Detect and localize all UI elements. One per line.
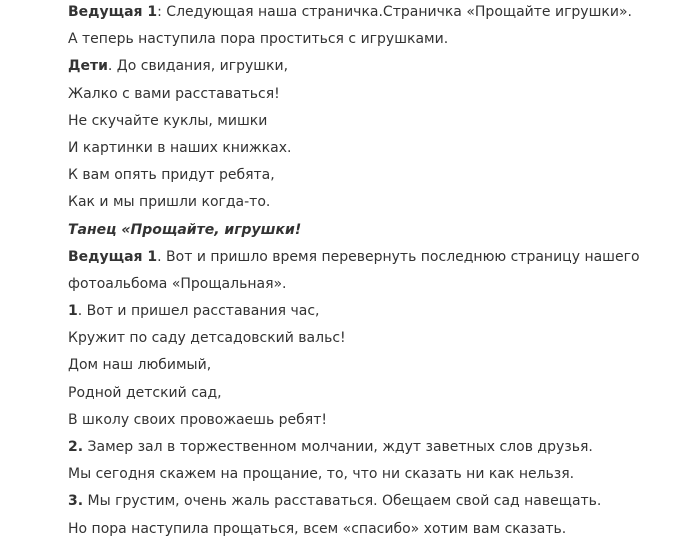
speaker-label: Ведущая 1 — [68, 4, 158, 20]
text-line — [68, 244, 680, 271]
text-line — [68, 271, 680, 298]
line-text: Не скучайте куклы, мишки — [68, 112, 268, 129]
line-text: Родной детский сад, — [68, 384, 222, 401]
text-line — [68, 0, 680, 26]
text-line — [68, 189, 680, 216]
line-text: Но пора наступила прощаться, всем «спасибо» хотим вам сказать. — [68, 520, 567, 537]
text-line — [68, 461, 680, 488]
line-text: Кружит по саду детсадовский вальс! — [68, 330, 346, 347]
text-line — [68, 135, 680, 162]
line-text: Мы грустим, очень жаль расставаться. Обещаем свой сад навещать. — [83, 493, 602, 510]
line-text: Дом наш любимый, — [68, 357, 212, 374]
text-line — [68, 407, 680, 434]
line-text: Жалко с вами расставаться! — [68, 85, 280, 102]
text-line — [68, 26, 680, 53]
speaker-label: Дети — [68, 58, 108, 75]
document-body — [68, 0, 680, 544]
text-line — [68, 81, 680, 108]
speaker-label: Ведущая 1 — [68, 248, 158, 265]
text-line — [68, 516, 680, 543]
line-text: . Вот и пришел расставания час, — [77, 303, 320, 320]
line-text: Замер зал в торжественном молчании, ждут заветных слов друзья. — [83, 439, 593, 455]
text-line — [68, 298, 680, 325]
text-line — [68, 434, 680, 461]
line-text: . Вот и пришло время перевернуть последнюю страницу нашего — [157, 248, 640, 265]
line-text: К вам опять придут ребята, — [68, 167, 275, 184]
text-line — [68, 108, 680, 135]
text-line — [68, 217, 680, 244]
dance-title: Танец «Прощайте, игрушки! — [68, 221, 302, 238]
text-line — [68, 325, 680, 352]
verse-number: 1 — [68, 303, 78, 320]
text-line — [68, 162, 680, 189]
line-text: : Следующая наша страничка.Страничка «Прощайте игрушки». — [157, 4, 632, 20]
line-text: В школу своих провожаешь ребят! — [68, 411, 327, 428]
verse-number: 3. — [68, 493, 84, 510]
verse-number: 2. — [68, 439, 84, 455]
text-line — [68, 53, 680, 80]
line-text: А теперь наступила пора проститься с игрушками. — [68, 31, 449, 48]
text-line — [68, 380, 680, 407]
line-text: Мы сегодня скажем на прощание, то, что ни сказать ни как нельзя. — [68, 466, 575, 483]
text-line — [68, 488, 680, 515]
line-text: И картинки в наших книжках. — [68, 139, 292, 156]
line-text: . До свидания, игрушки, — [107, 58, 289, 75]
text-line — [68, 352, 680, 379]
line-text: Как и мы пришли когда-то. — [68, 194, 271, 211]
line-text: фотоальбома «Прощальная». — [68, 275, 287, 292]
